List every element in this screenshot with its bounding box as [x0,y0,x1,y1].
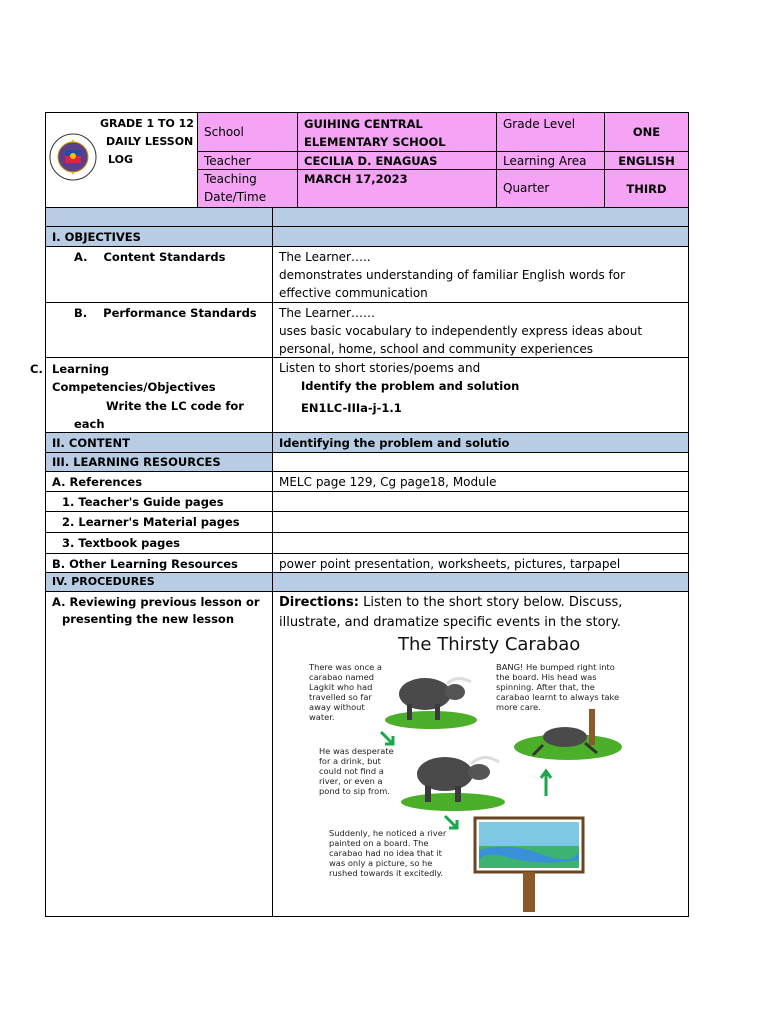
references-label: A. References [45,471,273,492]
learning-area-label: Learning Area [496,151,605,170]
carabao-illustration-2 [399,742,507,812]
quarter-value: THIRD [604,169,689,208]
competency-line1: Listen to short stories/poems and [279,361,481,375]
grade-level-label: Grade Level [496,112,605,152]
dll-title-line1: GRADE 1 TO 12 [100,117,194,130]
competency-code: EN1LC-IIIa-j-1.1 [301,401,402,415]
review-label-cell [45,591,273,917]
objectives-heading-right [272,226,689,247]
spacer-row-right [272,207,689,227]
grade-level-value: ONE [604,112,689,152]
river-board-illustration [471,814,587,914]
competency-line2: Identify the problem and solution [301,379,520,393]
carabao-illustration-crashed [513,707,628,765]
learning-resources-heading: III. LEARNING RESOURCES [45,452,273,472]
performance-standards-label-cell [45,302,273,358]
other-resources-label: B. Other Learning Resources [45,553,273,573]
teaching-date-label: Teaching Date/Time [197,169,298,208]
school-value: GUIHING CENTRAL ELEMENTARY SCHOOL [297,112,497,152]
competency-letter: C. [30,362,43,376]
content-standards-value-cell [272,246,689,303]
textbook-value [272,532,689,554]
learning-area-value: ENGLISH [604,151,689,170]
dll-title-line3: LOG [108,153,133,166]
review-label-line2: presenting the new lesson [62,612,235,626]
teachers-guide-value [272,491,689,512]
content-standards-line2: demonstrates understanding of familiar English words for effective communication [279,268,626,300]
performance-standards-label: B. Performance Standards [74,306,257,320]
content-standards-label-cell [45,246,273,303]
story-panel3-text: Suddenly, he noticed a river painted on a board. The carabao had no idea that it was only a picture, so he rushed towards it excitedly. [329,828,447,878]
competency-label-cell [45,357,273,433]
carabao-illustration-1 [383,662,478,730]
performance-standards-line2: uses basic vocabulary to independently express ideas about personal, home, school and community experiences [279,324,643,356]
competency-value-cell [272,357,689,433]
directions-body: Listen to the short story below. Discuss, illustrate, and dramatize specific events in the story. [279,595,623,630]
objectives-heading: I. OBJECTIVES [45,226,273,247]
header-logo-cell [45,112,198,208]
procedures-heading: IV. PROCEDURES [45,572,273,592]
content-value: Identifying the problem and solutio [272,432,689,453]
deped-seal-icon [49,133,97,181]
other-resources-value: power point presentation, worksheets, pictures, tarpapel [272,553,689,573]
directions-label: Directions: [279,595,359,610]
competency-label-line4: each [74,417,105,431]
teacher-value: CECILIA D. ENAGUAS [297,151,497,170]
story-panel2-text: He was desperate for a drink, but could not find a river, or even a pond to sip from. [319,746,394,796]
references-value: MELC page 129, Cg page18, Module [272,471,689,492]
competency-label-line1: Learning [52,362,110,376]
teaching-date-value: MARCH 17,2023 [297,169,497,208]
arrow-icon-3 [539,768,553,798]
content-standards-line1: The Learner….. [279,250,371,264]
teacher-label: Teacher [197,151,298,170]
learning-resources-heading-right [272,452,689,472]
textbook-label: 3. Textbook pages [45,532,273,554]
school-label: School [197,112,298,152]
story-panel4-text: BANG! He bumped right into the board. His head was spinning. After that, the carabao learnt to always take more care. [496,662,620,712]
story-title: The Thirsty Carabao [398,634,581,655]
procedures-heading-right [272,572,689,592]
review-label-line1: A. Reviewing previous lesson or [52,595,260,609]
review-content-cell [272,591,689,917]
performance-standards-value-cell [272,302,689,358]
arrow-icon-1 [379,730,397,748]
quarter-label: Quarter [496,169,605,208]
spacer-row-left [45,207,273,227]
directions-text [279,593,679,633]
competency-label-line2: Competencies/Objectives [52,380,216,394]
content-heading: II. CONTENT [45,432,273,453]
learners-material-label: 2. Learner's Material pages [45,511,273,533]
learners-material-value [272,511,689,533]
teachers-guide-label: 1. Teacher's Guide pages [45,491,273,512]
content-standards-label: A. Content Standards [74,250,226,264]
dll-title-line2: DAILY LESSON [106,135,194,148]
story-panel1-text: There was once a carabao named Lagkit who had travelled so far away without water. [309,662,382,722]
competency-label-line3: Write the LC code for [106,399,244,413]
performance-standards-line1: The Learner…… [279,306,375,320]
arrow-icon-2 [443,814,461,832]
